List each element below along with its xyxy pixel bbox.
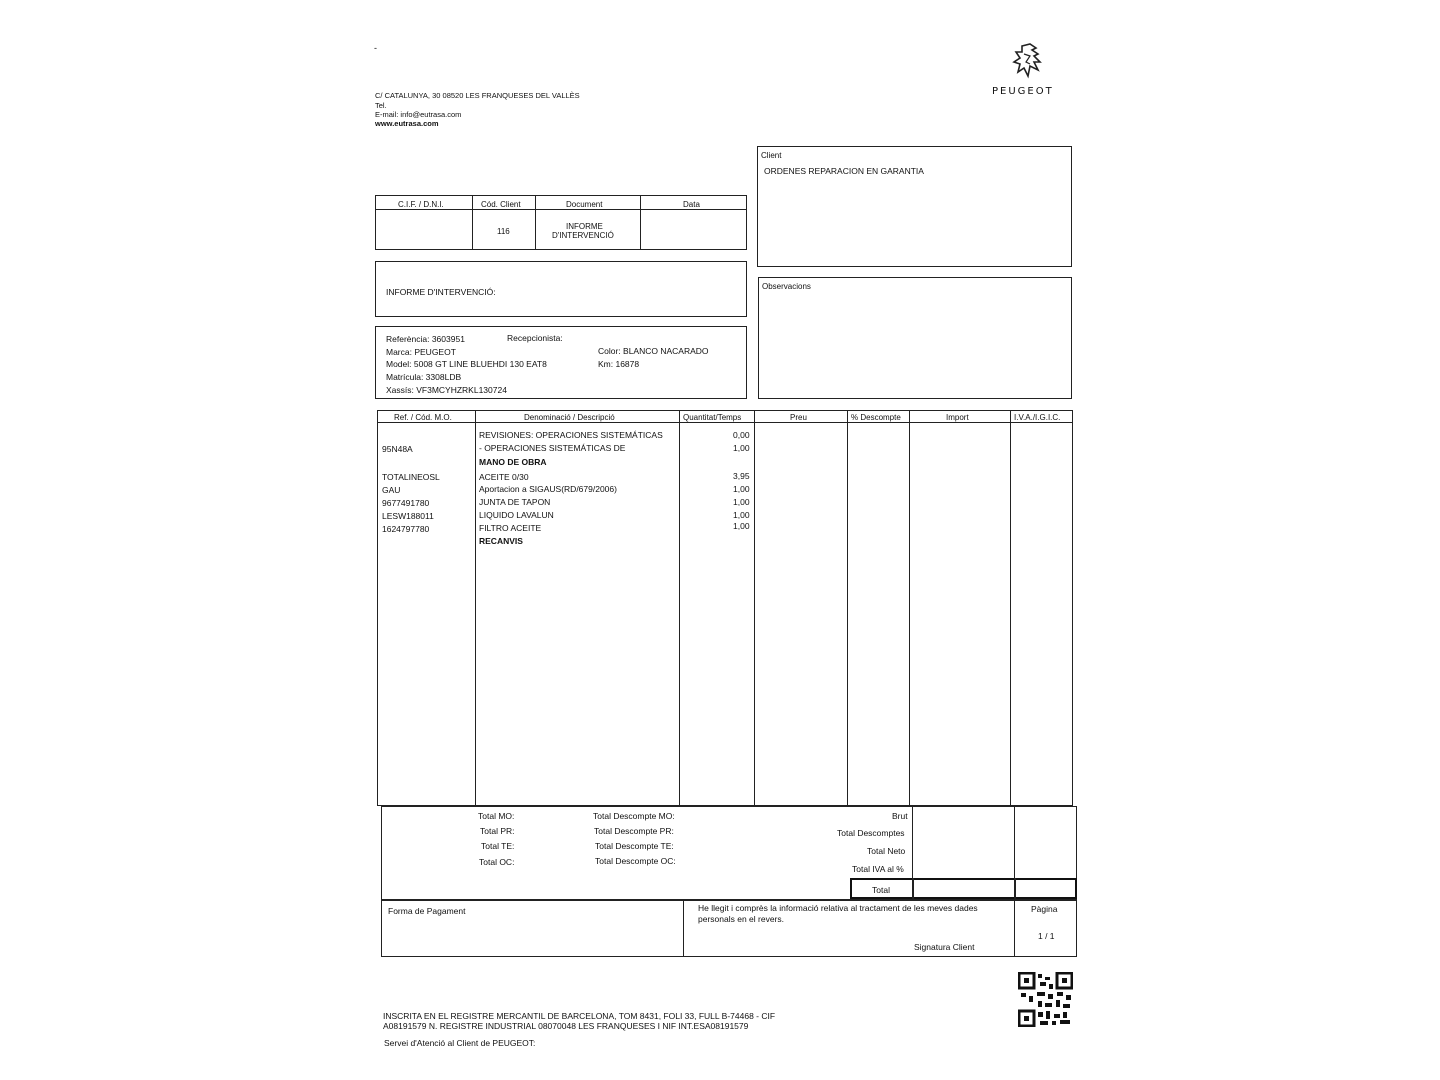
vehicle-recepcionista: Recepcionista: — [507, 333, 563, 343]
date-label: Data — [683, 200, 700, 209]
row-desc: RECANVIS — [479, 536, 523, 546]
row-desc: Aportacion a SIGAUS(RD/679/2006) — [479, 484, 617, 494]
row-ref: 1624797780 — [382, 524, 430, 534]
items-table — [377, 410, 1073, 806]
company-tel: Tel. — [375, 101, 387, 110]
cif-label: C.I.F. / D.N.I. — [398, 200, 444, 209]
col-header-ref: Ref. / Cód. M.O. — [394, 413, 452, 422]
total-iva-label: Total IVA al % — [852, 864, 904, 874]
col-header-desc: Denominació / Descripció — [524, 413, 615, 422]
row-ref: LESW188011 — [382, 511, 434, 521]
col-header-iva: I.V.A./I.G.I.C. — [1014, 413, 1061, 422]
client-value: ORDENES REPARACION EN GARANTIA — [764, 166, 924, 176]
row-ref: 9677491780 — [382, 498, 430, 508]
vehicle-marca: Marca: PEUGEOT — [386, 347, 456, 357]
page-value: 1 / 1 — [1038, 931, 1055, 941]
legal-line1: INSCRITA EN EL REGISTRE MERCANTIL DE BARCELONA, TOM 8431, FOLI 33, FULL B-74468 - CIF — [383, 1011, 776, 1021]
total-te: Total TE: — [481, 841, 515, 851]
company-address: C/ CATALUNYA, 30 08520 LES FRANQUESES DEL VALLÈS — [375, 91, 580, 100]
col-header-import: Import — [946, 413, 969, 422]
legal-line2: A08191579 N. REGISTRE INDUSTRIAL 08070048 LES FRANQUESES I NIF INT.ESA08191579 — [383, 1021, 749, 1031]
total-oc: Total OC: — [479, 857, 515, 867]
col-header-discount: % Descompte — [851, 413, 901, 422]
observations-box — [758, 277, 1072, 399]
total-mo: Total MO: — [478, 811, 515, 821]
row-desc: JUNTA DE TAPON — [479, 497, 551, 507]
total-neto-label: Total Neto — [867, 846, 906, 856]
peugeot-lion-icon — [1008, 40, 1052, 84]
row-ref: 95N48A — [382, 444, 413, 454]
client-box — [757, 146, 1072, 267]
qr-code-icon — [1018, 972, 1073, 1027]
report-title: INFORME D'INTERVENCIÓ: — [386, 287, 496, 297]
client-label: Client — [761, 151, 782, 160]
client-code-value: 116 — [497, 227, 510, 236]
row-ref: GAU — [382, 485, 401, 495]
service-line: Servei d'Atenció al Client de PEUGEOT: — [384, 1038, 536, 1048]
row-desc: FILTRO ACEITE — [479, 523, 542, 533]
discount-mo: Total Descompte MO: — [593, 811, 675, 821]
privacy-line1: He llegit i comprès la informació relativa al tractament de les meves dades — [698, 903, 978, 913]
col-header-price: Preu — [790, 413, 807, 422]
row-desc: MANO DE OBRA — [479, 457, 547, 467]
row-qty: 1,00 — [733, 510, 750, 520]
row-qty: 1,00 — [733, 497, 750, 507]
discount-oc: Total Descompte OC: — [595, 856, 676, 866]
discount-te: Total Descompte TE: — [595, 841, 674, 851]
row-qty: 0,00 — [733, 430, 750, 440]
row-qty: 1,00 — [733, 443, 750, 453]
row-qty: 1,00 — [733, 521, 750, 531]
privacy-line2: personals en el revers. — [698, 914, 784, 924]
total-pr: Total PR: — [480, 826, 515, 836]
payment-label: Forma de Pagament — [388, 906, 466, 916]
total-label: Total — [872, 885, 890, 895]
row-ref: TOTALINEOSL — [382, 472, 440, 482]
vehicle-model: Model: 5008 GT LINE BLUEHDI 130 EAT8 — [386, 359, 547, 369]
col-header-qty: Quantitat/Temps — [683, 413, 742, 422]
total-discounts-label: Total Descomptes — [837, 828, 905, 838]
scan-mark: - — [374, 43, 377, 53]
vehicle-color: Color: BLANCO NACARADO — [598, 346, 709, 356]
row-desc: ACEITE 0/30 — [479, 472, 529, 482]
brand-name: PEUGEOT — [992, 86, 1054, 97]
client-code-label: Cód. Client — [481, 200, 521, 209]
vehicle-km: Km: 16878 — [598, 359, 640, 369]
discount-pr: Total Descompte PR: — [594, 826, 674, 836]
company-email: E-mail: info@eutrasa.com — [375, 110, 462, 119]
vehicle-matricula: Matrícula: 3308LDB — [386, 372, 462, 382]
row-desc: LIQUIDO LAVALUN — [479, 510, 554, 520]
signature-label: Signatura Client — [914, 942, 975, 952]
document-value-line2: D'INTERVENCIÓ — [552, 231, 614, 240]
vehicle-xassis: Xassís: VF3MCYHZRKL130724 — [386, 385, 507, 395]
observations-label: Observacions — [762, 282, 811, 291]
document-value-line1: INFORME — [566, 222, 603, 231]
row-desc: REVISIONES: OPERACIONES SISTEMÁTICAS — [479, 430, 663, 440]
vehicle-referencia: Referència: 3603951 — [386, 334, 465, 344]
document-label: Document — [566, 200, 603, 209]
brut-label: Brut — [892, 811, 908, 821]
page-label: Pàgina — [1031, 904, 1058, 914]
row-qty: 3,95 — [733, 471, 750, 481]
company-web: www.eutrasa.com — [375, 119, 439, 128]
row-qty: 1,00 — [733, 484, 750, 494]
row-desc: - OPERACIONES SISTEMÁTICAS DE — [479, 443, 626, 453]
